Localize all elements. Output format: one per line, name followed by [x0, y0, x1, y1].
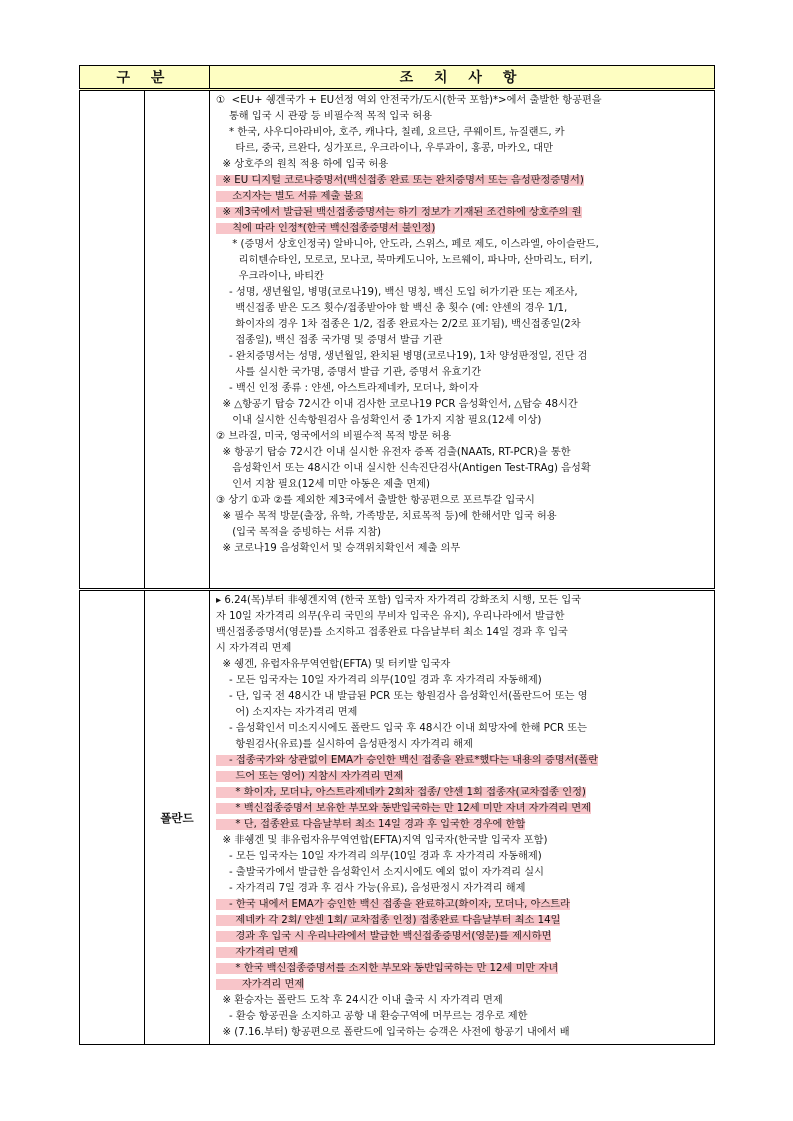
line-text: - 환승 항공권을 소지하고 공항 내 환승구역에 머무르는 경우로 제한 [216, 1011, 528, 1022]
highlighted-text: * 백신접종증명서 보유한 부모와 동반입국하는 만 12세 미만 자녀 자가격리 면제 [216, 803, 591, 814]
line-text: ※ 항공기 탑승 72시간 이내 실시한 유전자 증폭 검출(NAATs, RT-PCR)을 통한 [216, 447, 571, 458]
line-text: - 성명, 생년월일, 병명(코로나19), 백신 명칭, 백신 도입 허가기관 또는 제조사, [216, 287, 578, 298]
line-text: - 음성확인서 미소지시에도 폴란드 입국 후 48시간 이내 희망자에 한해 PCR 또는 [216, 723, 587, 734]
line-text: - 모든 입국자는 10일 자가격리 의무(10일 경과 후 자가격리 자동해제) [216, 851, 542, 862]
highlighted-text: 자가격리 면제 [216, 979, 305, 990]
measure-line [216, 269, 709, 285]
measure-line [216, 737, 709, 753]
measure-line [216, 673, 709, 689]
measure-line [216, 301, 709, 317]
highlighted-text: - 한국 내에서 EMA가 승인한 백신 접종을 완료하고(화이자, 모더나, 아스트라 [216, 899, 570, 910]
line-text: 음성확인서 또는 48시간 이내 실시한 신속진단검사(Antigen Test-TRAg) 음성확 [216, 463, 591, 474]
line-text: 이내 실시한 신속항원검사 음성확인서 중 1가지 지참 필요(12세 이상) [216, 415, 542, 426]
measure-line [216, 849, 709, 865]
measure-line [216, 429, 709, 445]
line-text: (입국 목적을 증빙하는 서류 지참) [216, 527, 382, 538]
measure-line [216, 929, 709, 945]
line-text: ※ 상호주의 원칙 적용 하에 입국 허용 [216, 159, 389, 170]
measure-line [216, 365, 709, 381]
measure-line [216, 609, 709, 625]
highlighted-text: * 화이자, 모더나, 아스트라제네카 2회차 접종/ 얀센 1회 접종자(교차접종 인정) [216, 787, 586, 798]
measure-line [216, 721, 709, 737]
line-text: - 단, 입국 전 48시간 내 발급된 PCR 또는 항원검사 음성확인서(폴란드어 또는 영 [216, 691, 588, 702]
line-text: ※ 코로나19 음성확인서 및 승객위치확인서 제출 의무 [216, 543, 461, 554]
highlighted-text: ※ 제3국에서 발급된 백신접종증명서는 하기 정보가 기재된 조건하에 상호주의 원 [216, 207, 582, 218]
line-text: - 완치증명서는 성명, 생년월일, 완치된 병명(코로나19), 1차 양성판정일, 진단 검 [216, 351, 588, 362]
measure-line [216, 945, 709, 961]
line-text: 인서 지참 필요(12세 미만 아동은 제출 면제) [216, 479, 430, 490]
highlighted-text: * 한국 백신접종증명서를 소지한 부모와 동반입국하는 만 12세 미만 자녀 [216, 963, 559, 974]
measure-line [216, 253, 709, 269]
line-text: ※ (7.16.부터) 항공편으로 폴란드에 입국하는 승객은 사전에 항공기 내에서 배 [216, 1027, 570, 1038]
highlighted-text: - 접종국가와 상관없이 EMA가 승인한 백신 접종을 완료*했다는 내용의 증명서(폴란 [216, 755, 599, 766]
measure-line [216, 397, 709, 413]
measure-line [216, 657, 709, 673]
line-text: * 한국, 사우디아라비아, 호주, 캐나다, 칠레, 요르단, 쿠웨이트, 뉴질랜드, 카 [216, 127, 565, 138]
measure-line [216, 641, 709, 657]
line-text: 항원검사(유료)를 실시하여 음성판정시 자가격리 해제 [216, 739, 473, 750]
measure-line [216, 333, 709, 349]
measure-line [216, 109, 709, 125]
region-cell [80, 90, 145, 590]
measure-line [216, 317, 709, 333]
measure-line [216, 445, 709, 461]
line-text: 통해 입국 시 관광 등 비필수적 목적 입국 허용 [216, 111, 432, 122]
measure-line [216, 477, 709, 493]
measure-line [216, 1009, 709, 1025]
measures-cell [210, 90, 715, 590]
highlighted-text: 경과 후 입국 시 우리나라에서 발급한 백신접종증명서(영문)를 제시하면 [216, 931, 552, 942]
table-row [80, 90, 715, 590]
measure-line [216, 689, 709, 705]
line-text: ▸ 6.24(목)부터 非쉥겐지역 (한국 포함) 입국자 자가격리 강화조치 시행, 모든 입국 [216, 595, 582, 606]
line-text: 타르, 중국, 르완다, 싱가포르, 우크라이나, 우루과이, 홍콩, 마카오, 대만 [216, 143, 553, 154]
line-text: 사를 실시한 국가명, 증명서 발급 기관, 증명서 유효기간 [216, 367, 482, 378]
measure-line [216, 525, 709, 541]
line-text: 백신접종증명서(영문)를 소지하고 접종완료 다음날부터 최소 14일 경과 후 입국 [216, 627, 568, 638]
measure-line [216, 817, 709, 833]
measure-line [216, 349, 709, 365]
measure-line [216, 881, 709, 897]
measure-line [216, 93, 709, 109]
line-text: 리히텐슈타인, 모로코, 모나코, 북마케도니아, 노르웨이, 파나마, 산마리노, 터키, [216, 255, 593, 266]
line-text: ※ 필수 목적 방문(출장, 유학, 가족방문, 치료목적 등)에 한해서만 입국 허용 [216, 511, 557, 522]
measure-line [216, 205, 709, 221]
measure-line [216, 509, 709, 525]
region-cell [80, 590, 145, 1045]
measure-line [216, 141, 709, 157]
measure-line [216, 413, 709, 429]
measure-line [216, 961, 709, 977]
line-text: 백신접종 받은 도즈 횟수/접종받아야 할 백신 총 횟수 (예: 얀센의 경우 1/1, [216, 303, 568, 314]
line-text: ② 브라질, 미국, 영국에서의 비필수적 목적 방문 허용 [216, 431, 452, 442]
highlighted-text: 자가격리 면제 [216, 947, 298, 958]
line-text: 어) 소지자는 자가격리 면제 [216, 707, 358, 718]
measure-line [216, 705, 709, 721]
measure-line [216, 785, 709, 801]
line-text: 접종일), 백신 접종 국가명 및 증명서 발급 기관 [216, 335, 443, 346]
line-text: - 백신 인정 종류 : 얀센, 아스트라제네카, 모더나, 화이자 [216, 383, 479, 394]
line-text: - 출발국가에서 발급한 음성확인서 소지시에도 예외 없이 자가격리 실시 [216, 867, 544, 878]
measure-line [216, 237, 709, 253]
measure-line [216, 1025, 709, 1041]
measure-line [216, 865, 709, 881]
measure-line [216, 189, 709, 205]
measure-line [216, 221, 709, 237]
measure-line [216, 173, 709, 189]
line-text: * (증명서 상호인정국) 알바니아, 안도라, 스위스, 페로 제도, 이스라엘, 아이슬란드, [216, 239, 599, 250]
measure-line [216, 625, 709, 641]
measure-line [216, 461, 709, 477]
highlighted-text: 소지자는 별도 서류 제출 불요 [216, 191, 364, 202]
measure-line [216, 381, 709, 397]
measure-line [216, 157, 709, 173]
highlighted-text: 제네카 각 2회/ 얀센 1회/ 교차접종 인정) 접종완료 다음날부터 최소 14일 [216, 915, 561, 926]
table-row [80, 590, 715, 1045]
line-text: 시 자가격리 면제 [216, 643, 292, 654]
measure-line [216, 801, 709, 817]
country-cell: 폴란드 [145, 590, 210, 1045]
measure-line [216, 593, 709, 609]
measure-line [216, 833, 709, 849]
measure-line [216, 753, 709, 769]
line-text: - 자가격리 7일 경과 후 검사 가능(유료), 음성판정시 자가격리 해제 [216, 883, 526, 894]
line-text: 화이자의 경우 1차 접종은 1/2, 접종 완료자는 2/2로 표기됨), 백신접종일(2차 [216, 319, 581, 330]
measure-line [216, 285, 709, 301]
line-text: ※ 非쉥겐 및 非유럽자유무역연합(EFTA)지역 입국자(한국발 입국자 포함) [216, 835, 548, 846]
measure-line [216, 541, 709, 557]
header-measures: 조 치 사 항 [210, 66, 715, 90]
measure-line [216, 913, 709, 929]
line-text: - 모든 입국자는 10일 자가격리 의무(10일 경과 후 자가격리 자동해제) [216, 675, 542, 686]
line-text: 우크라이나, 바티칸 [216, 271, 324, 282]
line-text: ※ 쉥겐, 유럽자유무역연합(EFTA) 및 터키발 입국자 [216, 659, 451, 670]
header-category: 구 분 [80, 66, 210, 90]
line-text: ① <EU+ 쉥겐국가 + EU선정 역외 안전국가/도시(한국 포함)*>에서 출발한 항공편을 [216, 95, 602, 106]
measures-table [79, 65, 715, 1045]
highlighted-text: * 단, 접종완료 다음날부터 최소 14일 경과 후 입국한 경우에 한함 [216, 819, 526, 830]
measure-line [216, 125, 709, 141]
measures-cell [210, 590, 715, 1045]
table-header-row [80, 66, 715, 90]
line-text: 자 10일 자가격리 의무(우리 국민의 무비자 입국은 유지), 우리나라에서 발급한 [216, 611, 565, 622]
line-text: ③ 상기 ①과 ②를 제외한 제3국에서 출발한 항공편으로 포르투갈 입국시 [216, 495, 535, 506]
line-text: ※ 환승자는 폴란드 도착 후 24시간 이내 출국 시 자가격리 면제 [216, 995, 503, 1006]
measure-line [216, 493, 709, 509]
country-cell [145, 90, 210, 590]
highlighted-text: ※ EU 디지털 코로나증명서(백신접종 완료 또는 완치증명서 또는 음성판정증명서) [216, 175, 584, 186]
line-text: ※ △항공기 탑승 72시간 이내 검사한 코로나19 PCR 음성확인서, △탑승 48시간 [216, 399, 578, 410]
measure-line [216, 897, 709, 913]
highlighted-text: 드어 또는 영어) 지참시 자가격리 면제 [216, 771, 404, 782]
highlighted-text: 칙에 따라 인정*(한국 백신접종증명서 불인정) [216, 223, 436, 234]
measure-line [216, 977, 709, 993]
measure-line [216, 769, 709, 785]
measure-line [216, 993, 709, 1009]
